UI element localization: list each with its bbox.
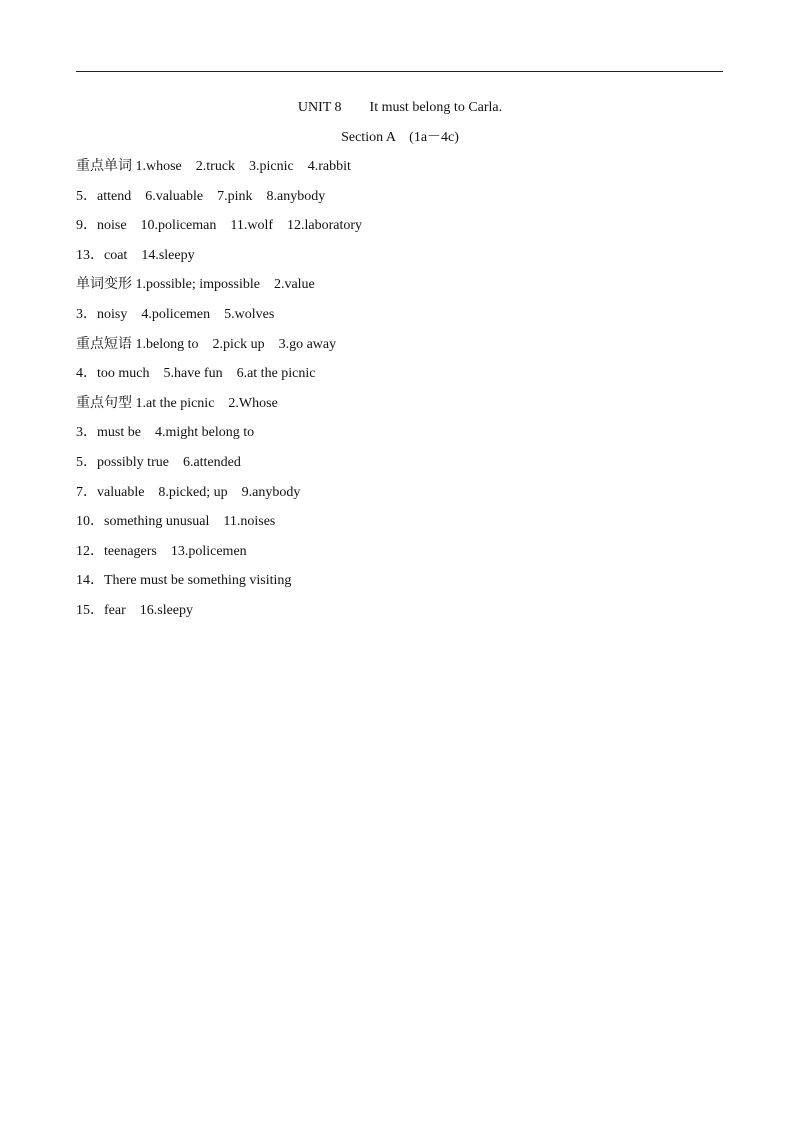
answer-line: 12．teenagers 13.policemen [76,543,247,559]
answer-line: 单词变形 1.possible; impossible 2.value [76,277,315,293]
section-title: Section A (1a－4c) [341,130,459,145]
answer-line: 重点短语 1.belong to 2.pick up 3.go away [76,336,337,352]
answer-line: 3．noisy 4.policemen 5.wolves [76,306,275,322]
unit-title: UNIT 8 It must belong to Carla. [297,100,503,115]
answer-line: 13．coat 14.sleepy [76,247,195,263]
answer-list [76,158,723,632]
answer-line: 重点句型 1.at the picnic 2.Whose [76,395,278,411]
answer-line: 5．possibly true 6.attended [76,454,241,470]
answer-line: 5．attend 6.valuable 7.pink 8.anybody [76,188,326,204]
answer-line: 7．valuable 8.picked; up 9.anybody [76,484,301,500]
answer-line: 4．too much 5.have fun 6.at the picnic [76,366,316,382]
answer-line: 15．fear 16.sleepy [76,602,194,618]
answer-line: 重点单词 1.whose 2.truck 3.picnic 4.rabbit [76,159,351,174]
answer-line: 14．There must be something visiting [76,573,292,589]
answer-line: 10．something unusual 11.noises [76,514,276,530]
answer-line: 3．must be 4.might belong to [76,425,255,441]
answer-line: 9．noise 10.policeman 11.wolf 12.laboratory [76,218,363,234]
header-rule [76,71,723,72]
